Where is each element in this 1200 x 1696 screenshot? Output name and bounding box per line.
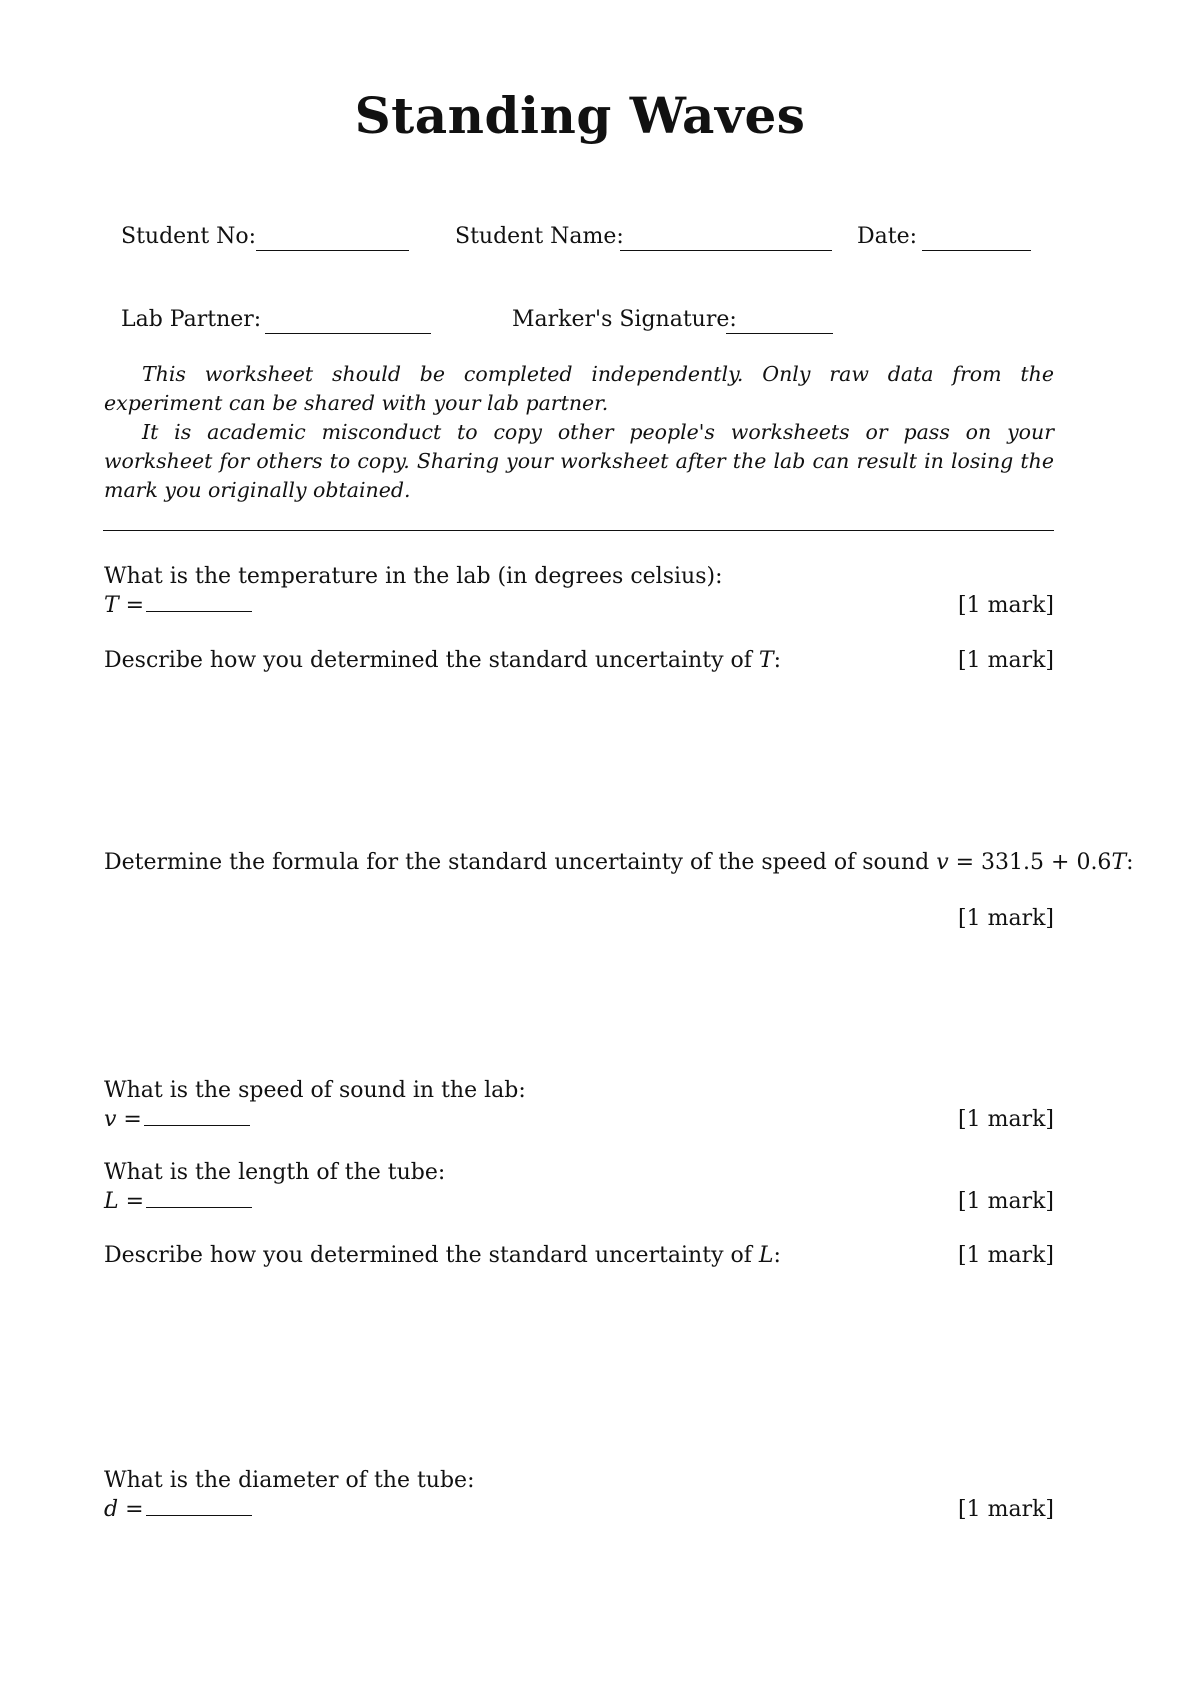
question-variable: L [758, 1243, 774, 1268]
answer-blank[interactable] [146, 593, 252, 612]
date-field[interactable] [922, 250, 1031, 251]
question-colon: : [1126, 850, 1134, 875]
question-tube-diameter: What is the diameter of the tube: [104, 1468, 475, 1493]
student-name-field[interactable] [620, 250, 832, 251]
lab-partner-label: Lab Partner: [121, 307, 262, 332]
marker-signature-field[interactable] [726, 333, 833, 334]
mark-label: [1 mark] [958, 906, 1054, 931]
notice-paragraph-2: It is academic misconduct to copy other people's worksheets or pass on your worksheet for others to copy. Sharing your worksheet after the lab can result in losing the mark you originally obtained. [104, 420, 1054, 502]
answer-blank[interactable] [146, 1497, 252, 1516]
answer-temperature[interactable] [104, 593, 252, 618]
student-no-label: Student No: [121, 224, 257, 249]
question-text: Describe how you determined the standard uncertainty of [104, 648, 759, 673]
formula-variable-v: v [936, 850, 949, 875]
question-variable: T [758, 648, 774, 673]
formula-variable-t: T [1111, 850, 1127, 875]
answer-variable: d [104, 1497, 119, 1522]
student-name-label: Student Name: [455, 224, 624, 249]
question-tube-length: What is the length of the tube: [104, 1160, 446, 1185]
answer-variable: v [104, 1107, 117, 1132]
answer-speed-of-sound[interactable] [104, 1107, 250, 1132]
question-colon: : [773, 1243, 781, 1268]
question-uncertainty-t [104, 648, 781, 673]
answer-tube-length[interactable] [104, 1189, 252, 1214]
student-no-field[interactable] [256, 250, 409, 251]
question-text: Describe how you determined the standard uncertainty of [104, 1243, 759, 1268]
lab-partner-field[interactable] [265, 333, 431, 334]
answer-variable: L [104, 1189, 119, 1214]
answer-equals: = [118, 1497, 144, 1522]
section-divider [103, 530, 1054, 531]
mark-label: [1 mark] [958, 1497, 1054, 1522]
mark-label: [1 mark] [958, 1107, 1054, 1132]
notice-paragraph-1: This worksheet should be completed independently. Only raw data from the experiment can be shared with your lab partner. [104, 362, 1054, 415]
question-speed-formula [104, 850, 1134, 875]
question-colon: : [773, 648, 781, 673]
answer-equals: = [118, 593, 145, 618]
question-text: Determine the formula for the standard uncertainty of the speed of sound [104, 850, 937, 875]
mark-label: [1 mark] [958, 1189, 1054, 1214]
answer-variable: T [104, 593, 119, 618]
mark-label: [1 mark] [958, 648, 1054, 673]
question-uncertainty-l [104, 1243, 781, 1268]
mark-label: [1 mark] [958, 1243, 1054, 1268]
question-speed-of-sound: What is the speed of sound in the lab: [104, 1078, 526, 1103]
date-label: Date: [857, 224, 918, 249]
page-title: Standing Waves [354, 86, 806, 145]
integrity-notice [104, 360, 1054, 505]
question-temperature: What is the temperature in the lab (in degrees celsius): [104, 564, 723, 589]
answer-blank[interactable] [144, 1107, 250, 1126]
answer-equals: = [118, 1189, 145, 1214]
formula-constants: = 331.5 + 0.6 [948, 850, 1112, 875]
mark-label: [1 mark] [958, 593, 1054, 618]
marker-signature-label: Marker's Signature: [512, 307, 737, 332]
answer-tube-diameter[interactable] [104, 1497, 252, 1522]
answer-equals: = [116, 1107, 142, 1132]
answer-blank[interactable] [146, 1189, 252, 1208]
